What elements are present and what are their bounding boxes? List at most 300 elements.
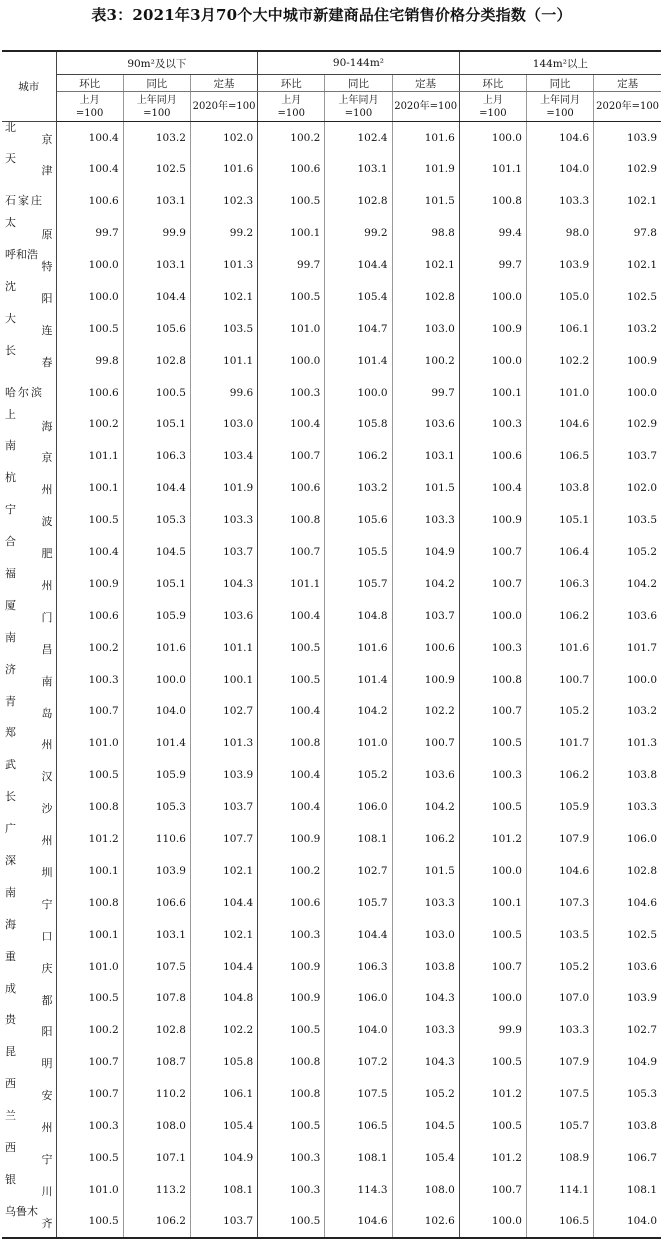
index-value: 99.7 — [258, 249, 325, 281]
city-name-part: 沙 — [41, 802, 53, 816]
group-header-large: 144m²以上 — [459, 51, 661, 75]
base-header-line: 上年同月 — [136, 94, 177, 106]
index-value: 101.5 — [392, 855, 459, 887]
index-value: 102.6 — [392, 1206, 459, 1238]
index-value: 105.2 — [325, 759, 392, 791]
index-value: 100.8 — [459, 185, 526, 217]
index-value: 104.2 — [325, 696, 392, 728]
index-value: 100.5 — [123, 377, 190, 409]
index-value: 103.6 — [190, 600, 257, 632]
index-value: 100.1 — [56, 472, 123, 504]
city-name-part: 原 — [41, 228, 53, 242]
index-value: 100.0 — [459, 600, 526, 632]
column-header-city: 城市 — [2, 51, 56, 122]
city-name — [5, 664, 53, 688]
index-value: 106.2 — [123, 1206, 190, 1238]
index-value: 101.9 — [392, 153, 459, 185]
group-header-medium: 90-144m² — [258, 51, 460, 75]
city-name-part: 宁 — [5, 503, 16, 517]
city-name-part: 明 — [41, 1057, 53, 1071]
base-header-line: 2020年=100 — [596, 101, 660, 112]
index-value: 101.3 — [190, 727, 257, 759]
index-value: 106.4 — [526, 536, 593, 568]
index-value: 103.3 — [594, 791, 661, 823]
index-value: 101.0 — [56, 951, 123, 983]
index-value: 102.5 — [594, 281, 661, 313]
city-name-part: 齐 — [41, 1216, 53, 1230]
index-value: 105.2 — [594, 536, 661, 568]
city-name-part: 昌 — [41, 642, 53, 656]
index-value: 104.6 — [526, 122, 593, 154]
city-cell — [2, 345, 56, 377]
city-name — [5, 440, 53, 464]
base-header-yoy — [526, 92, 593, 122]
table-header — [2, 51, 661, 122]
subheader-yoy: 同比 — [526, 75, 593, 92]
index-value: 103.3 — [526, 185, 593, 217]
base-header-fixed — [594, 92, 661, 122]
index-value: 101.0 — [56, 1174, 123, 1206]
index-value: 108.1 — [190, 1174, 257, 1206]
city-cell — [2, 409, 56, 441]
city-name: 哈尔滨 — [5, 385, 44, 399]
city-cell — [2, 919, 56, 951]
index-value: 103.1 — [123, 185, 190, 217]
table-row — [2, 887, 661, 919]
city-cell — [2, 983, 56, 1015]
index-value: 105.2 — [526, 696, 593, 728]
index-value: 106.5 — [526, 440, 593, 472]
city-name — [5, 727, 53, 751]
index-value: 107.3 — [526, 887, 593, 919]
city-name-part: 济 — [5, 662, 16, 676]
index-value: 104.4 — [325, 249, 392, 281]
table-row — [2, 440, 661, 472]
table-row — [2, 153, 661, 185]
index-value: 100.0 — [258, 345, 325, 377]
price-index-table — [2, 50, 661, 1239]
index-value: 105.7 — [526, 1110, 593, 1142]
index-value: 108.9 — [526, 1142, 593, 1174]
index-value: 102.0 — [190, 122, 257, 154]
index-value: 101.2 — [56, 823, 123, 855]
index-value: 108.0 — [392, 1174, 459, 1206]
index-value: 100.4 — [258, 759, 325, 791]
city-cell — [2, 1174, 56, 1206]
index-value: 100.5 — [459, 791, 526, 823]
city-cell — [2, 472, 56, 504]
base-header-line: =100 — [75, 107, 104, 119]
city-cell — [2, 600, 56, 632]
table-row — [2, 1014, 661, 1046]
index-value: 104.2 — [392, 568, 459, 600]
index-value: 98.8 — [392, 217, 459, 249]
index-value: 108.1 — [594, 1174, 661, 1206]
city-name — [5, 345, 53, 369]
city-name-part: 肥 — [41, 547, 53, 561]
city-name-part: 长 — [5, 343, 16, 357]
city-cell — [2, 791, 56, 823]
index-value: 100.2 — [56, 409, 123, 441]
index-value: 100.0 — [123, 664, 190, 696]
city-name — [5, 632, 53, 656]
group-header-small: 90m²及以下 — [56, 51, 258, 75]
index-value: 101.5 — [392, 472, 459, 504]
city-name — [5, 951, 53, 975]
base-header-fixed — [190, 92, 257, 122]
index-value: 100.3 — [459, 759, 526, 791]
table-row — [2, 122, 661, 154]
base-header-yoy — [123, 92, 190, 122]
city-name-part: 厦 — [5, 598, 16, 612]
index-value: 102.0 — [594, 472, 661, 504]
index-value: 100.9 — [258, 823, 325, 855]
index-value: 100.3 — [258, 377, 325, 409]
index-value: 103.9 — [190, 759, 257, 791]
index-value: 104.4 — [190, 887, 257, 919]
index-value: 100.2 — [392, 345, 459, 377]
city-name-part: 津 — [41, 164, 53, 178]
city-cell — [2, 217, 56, 249]
index-value: 98.0 — [526, 217, 593, 249]
base-header-fixed — [392, 92, 459, 122]
index-value: 102.5 — [594, 919, 661, 951]
index-value: 101.2 — [459, 1142, 526, 1174]
index-value: 104.6 — [526, 409, 593, 441]
city-name-part: 长 — [5, 790, 16, 804]
index-value: 105.1 — [123, 409, 190, 441]
index-value: 103.8 — [594, 1110, 661, 1142]
index-value: 100.1 — [190, 664, 257, 696]
index-value: 105.5 — [325, 536, 392, 568]
index-value: 110.2 — [123, 1078, 190, 1110]
index-value: 108.1 — [325, 823, 392, 855]
city-name-part: 广 — [5, 822, 16, 836]
table-row — [2, 409, 661, 441]
city-name — [5, 1142, 53, 1166]
city-cell — [2, 1078, 56, 1110]
index-value: 107.9 — [526, 823, 593, 855]
index-value: 106.0 — [325, 983, 392, 1015]
table-row — [2, 919, 661, 951]
index-value: 100.5 — [258, 1014, 325, 1046]
city-name — [5, 983, 53, 1007]
table-row — [2, 313, 661, 345]
index-value: 101.2 — [459, 1078, 526, 1110]
index-value: 114.3 — [325, 1174, 392, 1206]
index-value: 102.7 — [325, 855, 392, 887]
index-value: 102.2 — [392, 696, 459, 728]
index-value: 102.9 — [594, 153, 661, 185]
city-name — [5, 887, 53, 911]
index-value: 103.8 — [594, 759, 661, 791]
index-value: 101.7 — [526, 727, 593, 759]
index-value: 99.6 — [190, 377, 257, 409]
city-name-part: 南 — [41, 674, 53, 688]
index-value: 102.5 — [123, 153, 190, 185]
index-value: 100.7 — [56, 1046, 123, 1078]
index-value: 106.6 — [123, 887, 190, 919]
index-value: 101.0 — [258, 313, 325, 345]
index-value: 100.1 — [258, 217, 325, 249]
city-name-part: 西 — [5, 1077, 16, 1091]
city-name-part: 州 — [41, 834, 53, 848]
city-cell — [2, 313, 56, 345]
index-value: 103.7 — [190, 791, 257, 823]
city-cell — [2, 1206, 56, 1238]
city-name — [5, 568, 53, 592]
index-value: 104.5 — [123, 536, 190, 568]
index-value: 99.7 — [392, 377, 459, 409]
city-name-part: 连 — [41, 323, 53, 337]
index-value: 102.7 — [594, 1014, 661, 1046]
index-value: 99.7 — [459, 249, 526, 281]
index-value: 100.5 — [459, 1046, 526, 1078]
index-value: 103.1 — [123, 249, 190, 281]
index-value: 103.9 — [123, 855, 190, 887]
city-cell — [2, 1046, 56, 1078]
index-value: 101.0 — [56, 727, 123, 759]
index-value: 104.3 — [392, 1046, 459, 1078]
index-value: 100.7 — [526, 664, 593, 696]
table-row — [2, 696, 661, 728]
index-value: 104.6 — [594, 887, 661, 919]
index-value: 105.2 — [526, 951, 593, 983]
subheader-fixed: 定基 — [392, 75, 459, 92]
index-value: 100.4 — [56, 536, 123, 568]
city-name-part: 合 — [5, 535, 16, 549]
city-name — [5, 536, 53, 560]
index-value: 102.3 — [190, 185, 257, 217]
city-name-part: 上 — [5, 407, 16, 421]
index-value: 100.8 — [258, 1078, 325, 1110]
city-name — [5, 122, 53, 146]
index-value: 104.4 — [123, 281, 190, 313]
index-value: 105.8 — [190, 1046, 257, 1078]
city-name-part: 阳 — [41, 1025, 53, 1039]
index-value: 100.0 — [459, 983, 526, 1015]
city-cell — [2, 1014, 56, 1046]
base-header-line: =100 — [143, 107, 171, 119]
city-name — [5, 1174, 53, 1198]
index-value: 100.6 — [392, 632, 459, 664]
index-value: 104.0 — [325, 1014, 392, 1046]
city-name-part: 兰 — [5, 1109, 16, 1123]
index-value: 105.0 — [526, 281, 593, 313]
index-value: 100.3 — [258, 1174, 325, 1206]
table-row — [2, 1046, 661, 1078]
city-name-part: 南 — [5, 439, 16, 453]
base-header-line: 上年同月 — [540, 94, 581, 106]
base-header-mom — [56, 92, 123, 122]
city-name — [5, 217, 53, 241]
index-value: 101.4 — [123, 727, 190, 759]
index-value: 101.1 — [459, 153, 526, 185]
index-value: 104.9 — [190, 1142, 257, 1174]
index-value: 103.0 — [392, 313, 459, 345]
index-value: 102.9 — [594, 409, 661, 441]
index-value: 100.5 — [258, 185, 325, 217]
index-value: 105.1 — [526, 504, 593, 536]
base-header-line: =100 — [479, 107, 507, 119]
index-value: 99.8 — [56, 345, 123, 377]
index-value: 99.9 — [123, 217, 190, 249]
index-value: 104.8 — [325, 600, 392, 632]
index-value: 107.5 — [325, 1078, 392, 1110]
index-value: 101.1 — [190, 345, 257, 377]
city-name-part: 宁 — [41, 1153, 53, 1166]
index-value: 101.6 — [190, 153, 257, 185]
index-value: 105.9 — [123, 759, 190, 791]
city-cell — [2, 632, 56, 664]
index-value: 104.3 — [190, 568, 257, 600]
index-value: 103.6 — [392, 409, 459, 441]
index-value: 100.0 — [459, 122, 526, 154]
city-name-part: 乌鲁木 — [5, 1204, 38, 1218]
index-value: 99.7 — [56, 217, 123, 249]
city-name-part: 州 — [41, 483, 53, 497]
index-value: 106.2 — [526, 600, 593, 632]
table-row — [2, 600, 661, 632]
base-header-line: =100 — [277, 107, 305, 119]
table-row — [2, 249, 661, 281]
subheader-yoy: 同比 — [325, 75, 392, 92]
city-cell — [2, 823, 56, 855]
table-row — [2, 185, 661, 217]
index-value: 102.1 — [594, 249, 661, 281]
index-value: 104.3 — [392, 983, 459, 1015]
table-row — [2, 823, 661, 855]
city-name-part: 北 — [5, 121, 16, 134]
city-name-part: 宁 — [41, 897, 53, 911]
index-value: 101.4 — [325, 664, 392, 696]
index-value: 100.4 — [56, 122, 123, 154]
city-name-part: 福 — [5, 566, 16, 580]
table-row — [2, 472, 661, 504]
city-name-part: 岛 — [41, 706, 53, 720]
city-cell — [2, 568, 56, 600]
city-name-part: 贵 — [5, 1013, 16, 1027]
index-value: 100.8 — [459, 664, 526, 696]
subheader-mom: 环比 — [56, 75, 123, 92]
city-cell — [2, 727, 56, 759]
table-row — [2, 664, 661, 696]
index-value: 105.4 — [392, 1142, 459, 1174]
index-value: 103.9 — [594, 122, 661, 154]
index-value: 103.2 — [594, 696, 661, 728]
index-value: 102.1 — [392, 249, 459, 281]
base-header-mom — [258, 92, 325, 122]
index-value: 102.8 — [123, 1014, 190, 1046]
index-value: 100.7 — [459, 951, 526, 983]
index-value: 100.8 — [258, 504, 325, 536]
index-value: 100.1 — [459, 887, 526, 919]
index-value: 108.0 — [123, 1110, 190, 1142]
city-name — [5, 1110, 53, 1134]
city-name — [5, 1046, 53, 1070]
index-value: 105.6 — [325, 504, 392, 536]
city-cell — [2, 696, 56, 728]
index-value: 106.3 — [123, 440, 190, 472]
subheader-mom: 环比 — [459, 75, 526, 92]
city-name-part: 西 — [5, 1141, 16, 1154]
city-name — [5, 855, 53, 879]
index-value: 101.5 — [392, 185, 459, 217]
index-value: 100.4 — [56, 153, 123, 185]
city-name-part: 青 — [5, 694, 16, 708]
index-value: 104.4 — [123, 472, 190, 504]
table-row — [2, 217, 661, 249]
index-value: 113.2 — [123, 1174, 190, 1206]
index-value: 103.5 — [190, 313, 257, 345]
index-value: 99.2 — [190, 217, 257, 249]
index-value: 104.0 — [594, 1206, 661, 1238]
index-value: 101.6 — [526, 632, 593, 664]
index-value: 104.2 — [392, 791, 459, 823]
index-value: 100.3 — [459, 409, 526, 441]
index-value: 100.2 — [56, 632, 123, 664]
index-value: 105.9 — [526, 791, 593, 823]
city-name-part: 川 — [41, 1184, 53, 1198]
index-value: 104.9 — [594, 1046, 661, 1078]
base-header-line: 上月 — [281, 94, 302, 106]
index-value: 100.0 — [459, 281, 526, 313]
table-row — [2, 345, 661, 377]
index-value: 105.3 — [123, 504, 190, 536]
index-value: 106.1 — [526, 313, 593, 345]
table-row — [2, 377, 661, 409]
index-value: 100.5 — [56, 1142, 123, 1174]
index-value: 105.4 — [325, 281, 392, 313]
index-value: 107.5 — [123, 951, 190, 983]
index-value: 102.1 — [190, 281, 257, 313]
index-value: 100.5 — [459, 727, 526, 759]
city-cell — [2, 759, 56, 791]
index-value: 104.8 — [190, 983, 257, 1015]
index-value: 105.9 — [123, 600, 190, 632]
index-value: 100.7 — [392, 727, 459, 759]
index-value: 103.3 — [392, 504, 459, 536]
table-row — [2, 727, 661, 759]
index-value: 103.6 — [392, 759, 459, 791]
city-name-part: 海 — [5, 917, 16, 931]
table-row — [2, 1142, 661, 1174]
base-header-mom — [459, 92, 526, 122]
city-cell — [2, 153, 56, 185]
index-value: 101.6 — [392, 122, 459, 154]
index-value: 100.5 — [56, 504, 123, 536]
subheader-fixed: 定基 — [594, 75, 661, 92]
index-value: 99.2 — [325, 217, 392, 249]
index-value: 106.0 — [325, 791, 392, 823]
index-value: 100.5 — [258, 664, 325, 696]
index-value: 100.5 — [56, 1206, 123, 1238]
index-value: 100.0 — [594, 664, 661, 696]
index-value: 100.7 — [258, 536, 325, 568]
index-value: 103.4 — [190, 440, 257, 472]
index-value: 101.3 — [190, 249, 257, 281]
index-value: 106.7 — [594, 1142, 661, 1174]
index-value: 100.2 — [258, 855, 325, 887]
table-row — [2, 791, 661, 823]
index-value: 100.2 — [258, 122, 325, 154]
index-value: 103.7 — [190, 536, 257, 568]
index-value: 100.5 — [258, 632, 325, 664]
index-value: 101.6 — [123, 632, 190, 664]
index-value: 107.2 — [325, 1046, 392, 1078]
index-value: 103.0 — [190, 409, 257, 441]
index-value: 100.8 — [258, 1046, 325, 1078]
